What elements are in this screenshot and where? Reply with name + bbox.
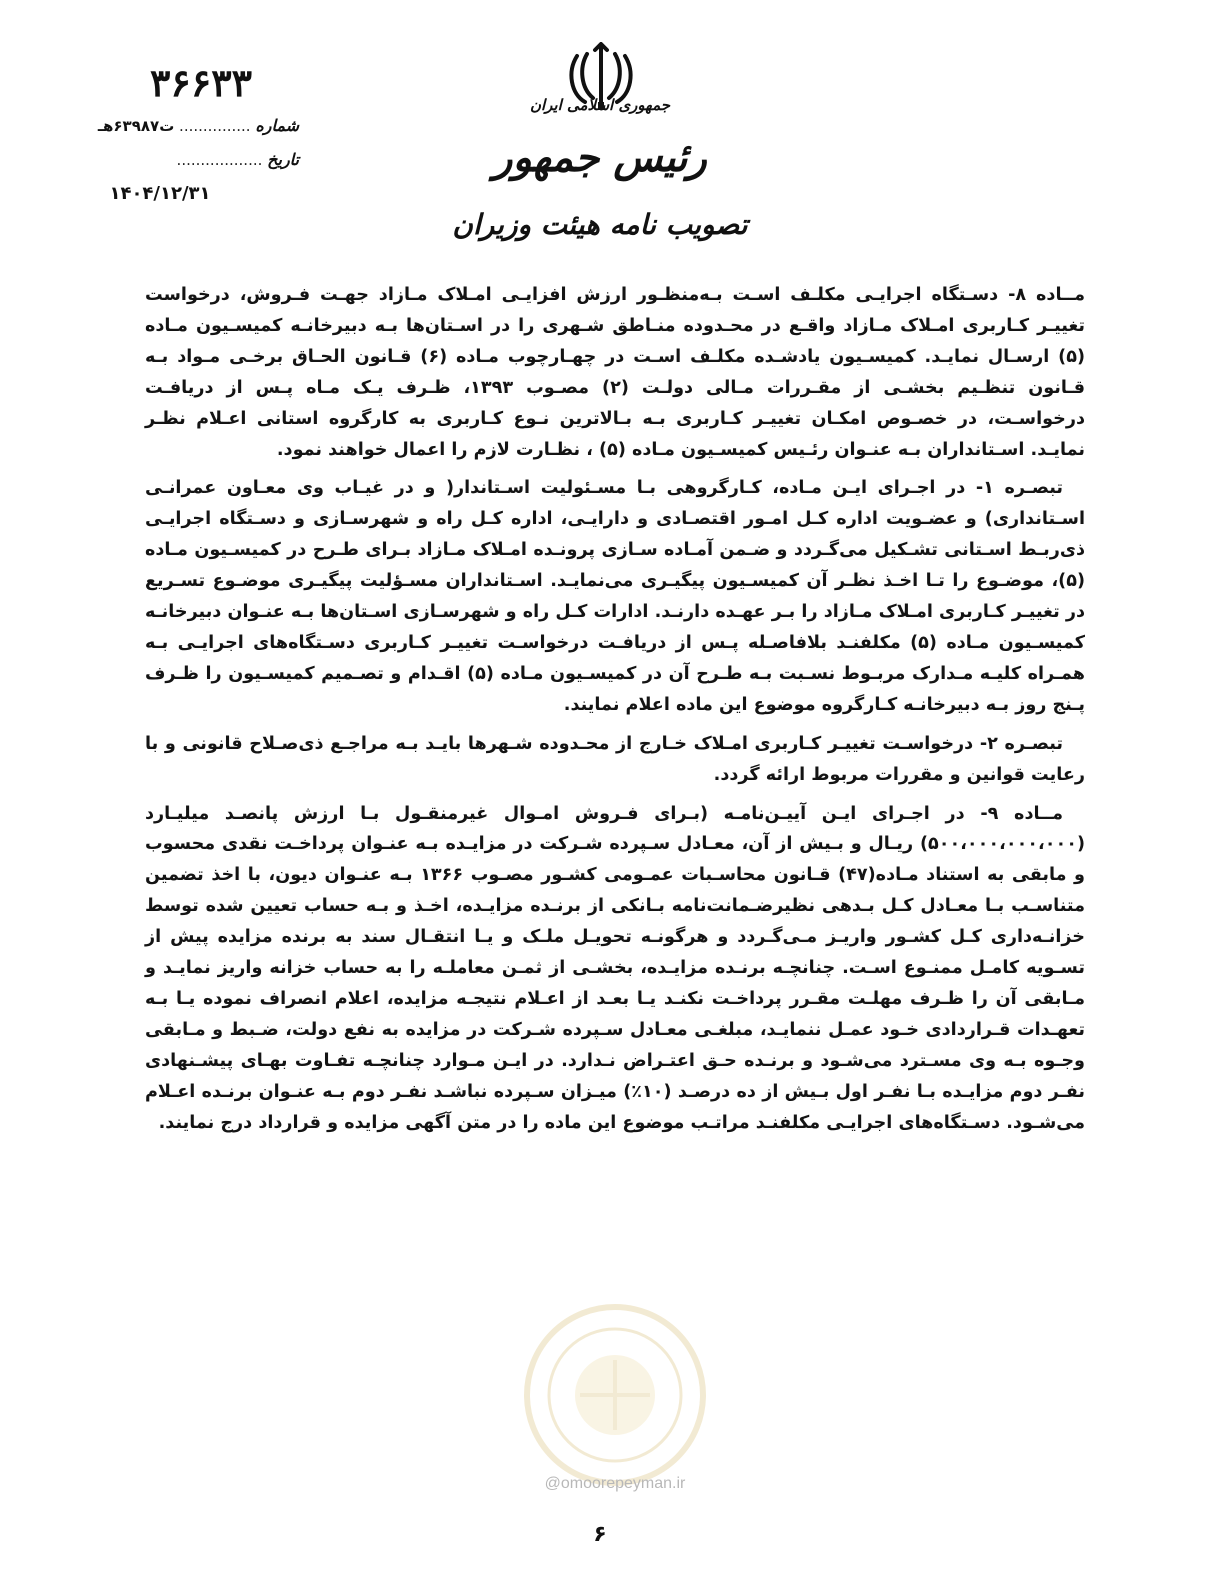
handwritten-number: ۳۶۶۳۳ bbox=[150, 60, 253, 105]
article-9-paragraph: مــاده ۹- در اجـرای ایـن آییـن‌نامـه (بـرای فـروش امـوال غیرمنقـول بـا ارزش پانصـد میلیـارد (۵۰۰،۰۰۰،۰۰۰،۰۰۰) ریـال و بـیش از آن، معـادل سـپرده شـرکت در مزایـده بـه عنـوان پرداخـت نقدی محسوب و مابقی به استناد مـاده(۴۷) قـانون محاسـبات عمـومی کشـور مصـوب ۱۳۶۶ بـه عنـوان دیون، با اخذ تضمین متناسـب بـا معـادل کـل بـدهی نظیرضـمانت‌نامه بـانکی از برنـده مزایـده، اخـذ و بـه حساب تعیین شده توسط خزانـه‌داری کـل کشـور واریـز مـی‌گـردد و هرگونـه تحویـل ملـک و یـا انتقـال سند به برنده مزایده پیش از تسـویه کامـل ممنـوع اسـت. چنانچـه برنـده مزایـده، بخشـی از ثمـن معاملـه را به حساب خزانه واریز نمایـد و مـابقی آن را ظـرف مهلـت مقـرر پرداخـت نکنـد یـا بعـد از اعـلام نتیجـه مزایده، اعلام انصراف نموده یـا بـه تعهـدات قـراردادی خـود عمـل ننمایـد، مبلغـی معـادل سـپرده شـرکت در مزایده به نفع دولت، ضـبط و مـابقی وجـوه بـه وی مسـترد می‌شـود و برنـده حـق اعتـراض نـدارد. در ایـن مـوارد چنانچـه تفـاوت بهـای پیشـنهادی نفـر دوم مزایـده بـا نفـر اول بـیش از ده درصـد (۱۰٪) میـزان سـپرده نباشـد نفـر دوم بـه عنـوان برنـده اعـلام می‌شـود. دسـتگاه‌های اجرایـی مکلفنـد مراتـب موضوع این ماده را در متن آگهی مزایده و قرارداد درج نمایند. bbox=[145, 803, 1085, 1133]
document-body bbox=[145, 280, 1085, 1146]
number-label: شماره bbox=[255, 116, 299, 135]
dotted-line: ............... bbox=[179, 117, 251, 135]
watermark-seal-icon bbox=[520, 1300, 710, 1490]
date-field bbox=[177, 150, 299, 169]
number-value: ت۶۳۹۸۷هـ bbox=[97, 117, 175, 135]
office-title: رئیس جمهور bbox=[493, 134, 707, 181]
date-value: ۱۴۰۴/۱۲/۳۱ bbox=[109, 183, 211, 204]
date-label: تاریخ bbox=[267, 150, 299, 169]
dotted-line: .................. bbox=[176, 151, 263, 169]
page-number: ۶ bbox=[593, 1522, 607, 1547]
number-field bbox=[98, 116, 299, 135]
watermark-site: @omoorepeyman.ir bbox=[544, 1475, 686, 1492]
document-type: تصویب نامه هیئت وزیران bbox=[452, 208, 748, 241]
article-8-paragraph: مــاده ۸- دسـتگاه اجرایـی مکلـف اسـت بـه‌منظـور ارزش افزایـی امـلاک مـازاد جهـت فـروش، درخواست تغییـر کـاربری امـلاک مـازاد واقـع در محـدوده منـاطق شـهری را در اسـتان‌ها بـه دبیرخانـه کمیسـیون مـاده (۵) ارسـال نمایـد. کمیسـیون یادشـده مکلـف اسـت در چهـارچوب مـاده (۶) قـانون الحـاق برخـی مـواد بـه قـانون تنظـیم بخشـی از مقـررات مـالی دولـت (۲) مصـوب ۱۳۹۳، ظـرف یـک مـاه پـس از دریافـت درخواسـت، در خصـوص امکـان تغییـر کـاربری بـه بـالاترین نـوع کـاربری به کارگروه استانی اعـلام نظـر نمایـد. اسـتانداران بـه عنـوان رئـیس کمیسـیون مـاده (۵) ، نظـارت لازم را اعمال خواهند نمود. bbox=[145, 285, 1085, 460]
note-1-paragraph: تبصـره ۱- در اجـرای ایـن مـاده، کـارگروهی بـا مسـئولیت اسـتاندار( و در غیـاب وی معـاون عمرانـی اسـتانداری) و عضـویت اداره کـل امـور اقتصـادی و دارایـی، اداره کـل راه و شهرسـازی و دسـتگاه اجرایـی ذی‌ربـط اسـتانی تشـکیل می‌گـردد و ضـمن آمـاده سـازی پرونـده امـلاک مـازاد بـرای طـرح در کمیسـیون مـاده (۵)، موضـوع را تـا اخـذ نظـر آن کمیسـیون پیگیـری می‌نمایـد. اسـتانداران مسـؤلیت پیگیـری موضـوع تسـریع در تغییـر کـاربری امـلاک مـازاد را بـر عهـده دارنـد. ادارات کـل راه و شهرسـازی اسـتان‌ها بـه عنـوان دبیرخانـه کمیسـیون مـاده (۵) مکلفنـد بلافاصـله پـس از دریافـت درخواسـت تغییـر کـاربری دسـتگاه‌های اجرایـی بـه همـراه کلیـه مـدارک مربـوط نسـبت بـه طـرح آن در کمیسـیون مـاده (۵) اقـدام و تصـمیم کمیسـیون را ظـرف پـنج روز بـه دبیرخانـه کـارگروه موضوع این ماده اعلام نمایند. bbox=[145, 478, 1085, 715]
country-name: جمهوری اسلامی ایران bbox=[529, 96, 671, 114]
note-2-paragraph: تبصـره ۲- درخواسـت تغییـر کـاربری امـلاک خـارج از محـدوده شـهرها بایـد بـه مراجـع ذی‌صـلاح قانونی و با رعایت قوانین و مقررات مربوط ارائه گردد. bbox=[145, 733, 1085, 785]
